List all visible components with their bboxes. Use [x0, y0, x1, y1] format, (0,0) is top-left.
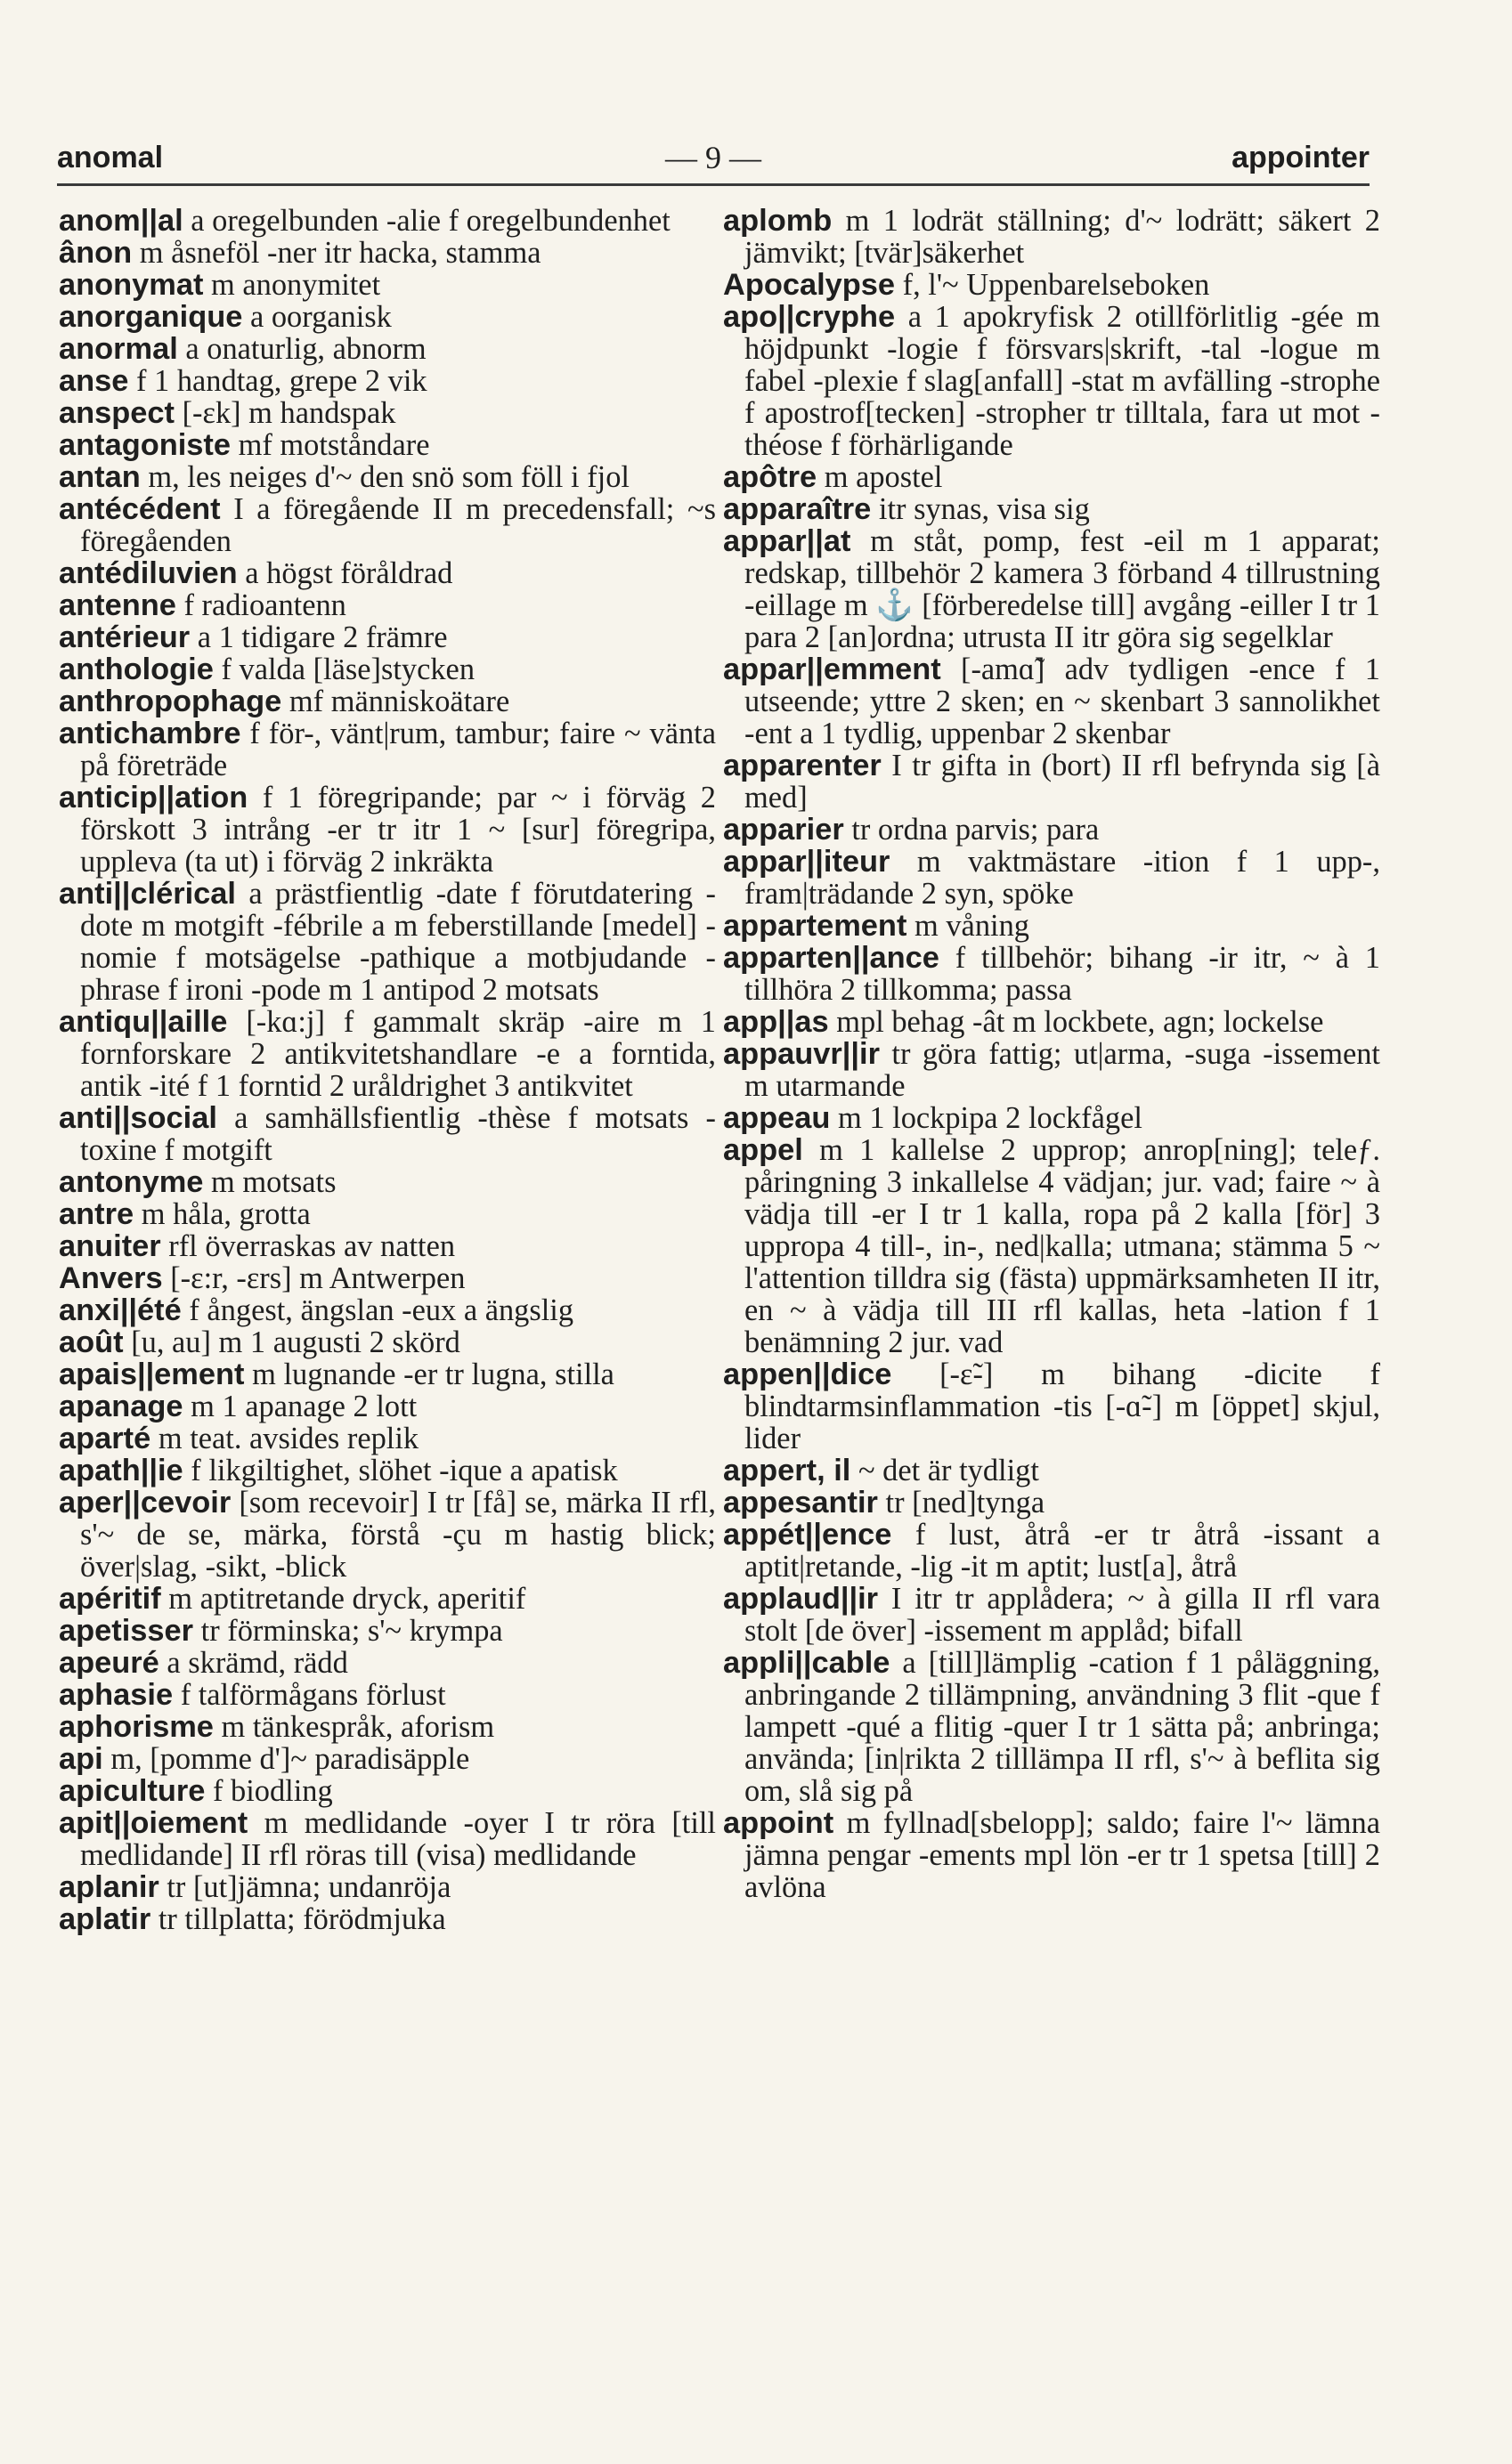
definition: a oregelbunden -alie f oregelbundenhet — [191, 204, 671, 238]
definition: mpl behag -ât m lockbete, agn; lockelse — [836, 1005, 1324, 1039]
definition: tr göra fattig; ut|arma, -suga -issement m utarmande — [744, 1037, 1380, 1103]
headword: appar||emment — [723, 652, 941, 686]
dictionary-entry — [723, 1807, 1380, 1903]
dictionary-entry — [59, 1390, 716, 1422]
definition: f talförmågans förlust — [180, 1678, 446, 1712]
dictionary-entry — [59, 205, 716, 237]
definition: I tr gifta in (bort) II rfl befrynda sig [à med] — [744, 749, 1380, 815]
dictionary-entry — [723, 1134, 1380, 1358]
definition: [-amɑ̃] adv tydligen -ence f 1 utseende; yttre 2 sken; en ~ skenbart 3 sannolikhet -ent a 1 tydlig, uppenbar 2 skenbar — [744, 652, 1380, 750]
dictionary-entry — [59, 1230, 716, 1262]
headword: appauvr||ir — [723, 1037, 880, 1071]
headword: antiqu||aille — [59, 1005, 228, 1039]
definition: tr ordna parvis; para — [851, 813, 1100, 847]
dictionary-entry — [723, 525, 1380, 653]
headword: aparté — [59, 1422, 151, 1455]
dictionary-entry — [723, 205, 1380, 269]
headword: aplomb — [723, 204, 833, 238]
headword: appét||ence — [723, 1518, 892, 1552]
definition: m 1 apanage 2 lott — [191, 1390, 418, 1423]
headword: Apocalypse — [723, 268, 896, 302]
dictionary-entry — [59, 557, 716, 589]
header-rule — [57, 183, 1370, 186]
dictionary-entry — [59, 1871, 716, 1903]
dictionary-entry — [723, 1358, 1380, 1455]
headword: antagoniste — [59, 428, 231, 462]
definition: f biodling — [212, 1774, 333, 1808]
definition: m 1 lodrät ställning; d'~ lodrätt; säkert 2 jämvikt; [tvär]säkerhet — [744, 204, 1380, 270]
headword: apit||oiement — [59, 1806, 248, 1840]
dictionary-entry — [723, 910, 1380, 942]
headword: anuiter — [59, 1229, 161, 1263]
definition: tr tillplatta; förödmjuka — [158, 1902, 446, 1936]
definition: f 1 föregripande; par ~ i förväg 2 förskott 3 intrång -er tr itr 1 ~ [sur] föregripa, uppleva (ta ut) i förväg 2 inkräkta — [80, 781, 716, 879]
dictionary-entry — [723, 1006, 1380, 1038]
definition: a samhällsfientlig -thèse f motsats -toxine f motgift — [80, 1101, 716, 1167]
headword: aplanir — [59, 1870, 159, 1904]
headword: apparaître — [723, 492, 872, 526]
dictionary-entry — [723, 750, 1380, 814]
headword: apanage — [59, 1390, 183, 1423]
headword: antécédent — [59, 492, 221, 526]
headword: anthologie — [59, 652, 214, 686]
page-header — [57, 134, 1370, 174]
headword: appert, il — [723, 1454, 851, 1487]
dictionary-entry — [59, 1807, 716, 1871]
headword: apo||cryphe — [723, 300, 896, 334]
dictionary-entry — [59, 1455, 716, 1487]
dictionary-entry — [723, 1038, 1380, 1102]
headword: appel — [723, 1133, 803, 1167]
headword: anthropophage — [59, 685, 282, 718]
definition: a 1 apokryfisk 2 otillförlitlig -gée m höjdpunkt -logie f försvars|skrift, -tal -logue m fabel -plexie f slag[anfall] -stat m avfälling -strophe f apostrof[tecken] -stropher tr tilltala, fara ut mot -théose f förhärligande — [744, 300, 1380, 462]
headword: appeau — [723, 1101, 831, 1135]
definition: f lust, åtrå -er tr åtrå -issant a aptit|retande, -lig -it m aptit; lust[a], åtrå — [744, 1518, 1380, 1584]
dictionary-entry — [59, 1743, 716, 1775]
headword: apparten||ance — [723, 941, 939, 975]
headword: apeuré — [59, 1646, 159, 1680]
definition: [-kɑ:j] f gammalt skräp -aire m 1 fornforskare 2 antikvitetshandlare -e a forntida, antik -ité f 1 forntid 2 uråldrighet 3 antikvitet — [80, 1005, 716, 1103]
headword: app||as — [723, 1005, 829, 1039]
headword: anti||social — [59, 1101, 217, 1135]
definition: a högst föråldrad — [245, 556, 453, 590]
dictionary-entry — [59, 1775, 716, 1807]
headword: api — [59, 1742, 103, 1776]
dictionary-entry — [59, 1198, 716, 1230]
dictionary-entry — [59, 1583, 716, 1615]
definition: [som recevoir] I tr [få] se, märka II rfl, s'~ de se, märka, förstå -çu m hastig blick; över|slag, -sikt, -blick — [80, 1486, 716, 1584]
definition: f ångest, ängslan -eux a ängslig — [189, 1293, 574, 1327]
dictionary-entry — [59, 589, 716, 621]
dictionary-entry — [59, 1326, 716, 1358]
headword: applaud||ir — [723, 1582, 879, 1616]
headword: aper||cevoir — [59, 1486, 232, 1520]
dictionary-entry — [723, 1487, 1380, 1519]
definition: m ståt, pomp, fest -eil m 1 apparat; redskap, tillbehör 2 kamera 3 förband 4 tillrustning -eillage m ⚓ [förberedelse till] avgång -eiller I tr 1 para 2 [an]ordna; utrusta II itr göra sig segelklar — [744, 524, 1380, 654]
headword: apais||ement — [59, 1358, 245, 1391]
dictionary-entry — [59, 621, 716, 653]
definition: m teat. avsides replik — [158, 1422, 419, 1455]
definition: a prästfientlig -date f förutdatering -dote m motgift -fébrile a m feberstillande [medel] -nomie f motsägelse -pathique a motbjudande -phrase f ironi -pode m 1 antipod 2 motsats — [80, 877, 716, 1007]
headword: appar||at — [723, 524, 851, 558]
headword: antichambre — [59, 717, 241, 750]
headword: anse — [59, 364, 129, 398]
dictionary-entry — [723, 461, 1380, 493]
definition: m tänkespråk, aforism — [221, 1710, 495, 1744]
dictionary-entry — [59, 1711, 716, 1743]
definition: m aptitretande dryck, aperitif — [168, 1582, 526, 1616]
definition: a onaturlig, abnorm — [185, 332, 427, 366]
right-guide-word: appointer — [1232, 141, 1370, 174]
headword: anspect — [59, 396, 175, 430]
headword: anorganique — [59, 300, 243, 334]
headword: apath||ie — [59, 1454, 183, 1487]
headword: antonyme — [59, 1165, 204, 1199]
headword: appesantir — [723, 1486, 878, 1520]
definition: m anonymitet — [211, 268, 381, 302]
definition: [-ɛ̃-] m bihang -dicite f blindtarmsinflammation -tis [-ɑ̃-] m [öppet] skjul, lider — [744, 1358, 1380, 1455]
dictionary-entry — [59, 1422, 716, 1455]
headword: apparier — [723, 813, 844, 847]
headword: anti||clérical — [59, 877, 236, 911]
dictionary-entry — [59, 685, 716, 717]
definition: [-ɛ:r, -ɛrs] m Antwerpen — [170, 1261, 466, 1295]
definition: rfl överraskas av natten — [168, 1229, 456, 1263]
headword: anom||al — [59, 204, 183, 238]
dictionary-entry — [723, 269, 1380, 301]
headword: aphorisme — [59, 1710, 214, 1744]
dictionary-entry — [59, 1102, 716, 1166]
definition: a skrämd, rädd — [167, 1646, 348, 1680]
right-column — [723, 205, 1380, 1903]
headword: appartement — [723, 909, 907, 943]
headword: appli||cable — [723, 1646, 890, 1680]
definition: f 1 handtag, grepe 2 vik — [136, 364, 427, 398]
definition: m apostel — [824, 460, 943, 494]
definition: mf motståndare — [238, 428, 430, 462]
dictionary-entry — [59, 878, 716, 1006]
headword: ânon — [59, 236, 133, 270]
dictionary-entry — [723, 1519, 1380, 1583]
dictionary-entry — [59, 429, 716, 461]
headword: aphasie — [59, 1678, 174, 1712]
headword: antérieur — [59, 620, 191, 654]
dictionary-entry — [723, 1455, 1380, 1487]
dictionary-entry — [59, 237, 716, 269]
definition: [u, au] m 1 augusti 2 skörd — [131, 1325, 460, 1359]
definition: mf människoätare — [289, 685, 510, 718]
definition: itr synas, visa sig — [878, 492, 1090, 526]
definition: [-ɛk] m handspak — [182, 396, 396, 430]
dictionary-entry — [723, 301, 1380, 461]
definition: f likgiltighet, slöhet -ique a apatisk — [191, 1454, 618, 1487]
definition: f radioantenn — [183, 588, 346, 622]
definition: a [till]lämplig -cation f 1 påläggning, anbringande 2 tillämpning, användning 3 flit -que f lampett -qué a flitig -quer I tr 1 sätta på; anbringa; använda; [in|rikta 2 tilllämpa II rfl, s'~ à beflita sig om, slå sig på — [744, 1646, 1380, 1808]
dictionary-entry — [723, 942, 1380, 1006]
dictionary-entry — [59, 1358, 716, 1390]
dictionary-entry — [59, 397, 716, 429]
dictionary-entry — [723, 1647, 1380, 1807]
left-column — [59, 205, 716, 1935]
definition: f tillbehör; bihang -ir itr, ~ à 1 tillhöra 2 tillkomma; passa — [744, 941, 1380, 1007]
dictionary-entry — [723, 814, 1380, 846]
definition: I a föregående II m precedensfall; ~s föregåenden — [80, 492, 716, 558]
headword: antan — [59, 460, 141, 494]
definition: f, l'~ Uppenbarelseboken — [902, 268, 1210, 302]
dictionary-entry — [723, 846, 1380, 910]
dictionary-entry — [59, 365, 716, 397]
headword: août — [59, 1325, 124, 1359]
headword: appar||iteur — [723, 845, 890, 879]
dictionary-entry — [59, 782, 716, 878]
dictionary-entry — [59, 717, 716, 782]
dictionary-entry — [59, 461, 716, 493]
headword: anticip||ation — [59, 781, 248, 815]
definition: tr förminska; s'~ krympa — [200, 1614, 503, 1648]
headword: apetisser — [59, 1614, 194, 1648]
definition: m, les neiges d'~ den snö som föll i fjol — [148, 460, 630, 494]
definition: tr [ut]jämna; undanröja — [167, 1870, 451, 1904]
dictionary-entry — [59, 1487, 716, 1583]
dictionary-entry — [723, 493, 1380, 525]
definition: m håla, grotta — [141, 1197, 311, 1231]
headword: antenne — [59, 588, 176, 622]
headword: apôtre — [723, 460, 817, 494]
headword: aplatir — [59, 1902, 151, 1936]
dictionary-entry — [59, 333, 716, 365]
dictionary-entry — [59, 1166, 716, 1198]
dictionary-entry — [59, 1679, 716, 1711]
definition: m vaktmästare -ition f 1 upp-, fram|trädande 2 syn, spöke — [744, 845, 1380, 911]
definition: m åsneföl -ner itr hacka, stamma — [139, 236, 541, 270]
headword: anxi||été — [59, 1293, 182, 1327]
dictionary-entry — [59, 1006, 716, 1102]
definition: m motsats — [211, 1165, 337, 1199]
definition: f valda [läse]stycken — [221, 652, 476, 686]
dictionary-entry — [59, 653, 716, 685]
definition: m, [pomme d']~ paradisäpple — [110, 1742, 470, 1776]
dictionary-entry — [59, 1262, 716, 1294]
page-number: — 9 — — [665, 140, 761, 175]
headword: apéritif — [59, 1582, 161, 1616]
definition: a oorganisk — [249, 300, 392, 334]
dictionary-entry — [723, 1583, 1380, 1647]
headword: antédiluvien — [59, 556, 238, 590]
dictionary-entry — [59, 301, 716, 333]
headword: apiculture — [59, 1774, 206, 1808]
definition: a 1 tidigare 2 främre — [197, 620, 448, 654]
definition: m våning — [915, 909, 1029, 943]
dictionary-entry — [723, 1102, 1380, 1134]
left-guide-word: anomal — [57, 141, 164, 174]
definition: I itr tr applådera; ~ à gilla II rfl vara stolt [de över] -issement m applåd; bifall — [744, 1582, 1380, 1648]
headword: appoint — [723, 1806, 834, 1840]
headword: anonymat — [59, 268, 204, 302]
dictionary-entry — [723, 653, 1380, 750]
dictionary-entry — [59, 1903, 716, 1935]
definition: f för-, vänt|rum, tambur; faire ~ vänta på företräde — [80, 717, 716, 782]
definition: m lugnande -er tr lugna, stilla — [252, 1358, 614, 1391]
definition: m fyllnad[sbelopp]; saldo; faire l'~ lämna jämna pengar -ements mpl lön -er tr 1 spetsa [till] 2 avlöna — [744, 1806, 1380, 1904]
dictionary-entry — [59, 1647, 716, 1679]
definition: m medlidande -oyer I tr röra [till medlidande] II rfl röras till (visa) medlidande — [80, 1806, 716, 1872]
definition: ~ det är tydligt — [858, 1454, 1039, 1487]
definition: tr [ned]tynga — [885, 1486, 1045, 1520]
dictionary-entry — [59, 493, 716, 557]
dictionary-entry — [59, 1615, 716, 1647]
headword: Anvers — [59, 1261, 163, 1295]
dictionary-entry — [59, 1294, 716, 1326]
headword: anormal — [59, 332, 178, 366]
headword: antre — [59, 1197, 134, 1231]
headword: appen||dice — [723, 1358, 892, 1391]
dictionary-entry — [59, 269, 716, 301]
definition: m 1 lockpipa 2 lockfågel — [838, 1101, 1142, 1135]
definition: m 1 kallelse 2 upprop; anrop[ning]; teleƒ. påringning 3 inkallelse 4 vädjan; jur. vad; faire ~ à vädja till -er I tr 1 kalla, ropa på 2 kalla [för] 3 uppropa 4 till-, in-, ned|kalla; utmana; stämma 5 ~ l'attention tilldra sig (fästa) uppmärksamheten II itr, en ~ à vädja till III rfl kallas, heta -lation f 1 benämning 2 jur. vad — [744, 1133, 1380, 1359]
headword: apparenter — [723, 749, 882, 782]
